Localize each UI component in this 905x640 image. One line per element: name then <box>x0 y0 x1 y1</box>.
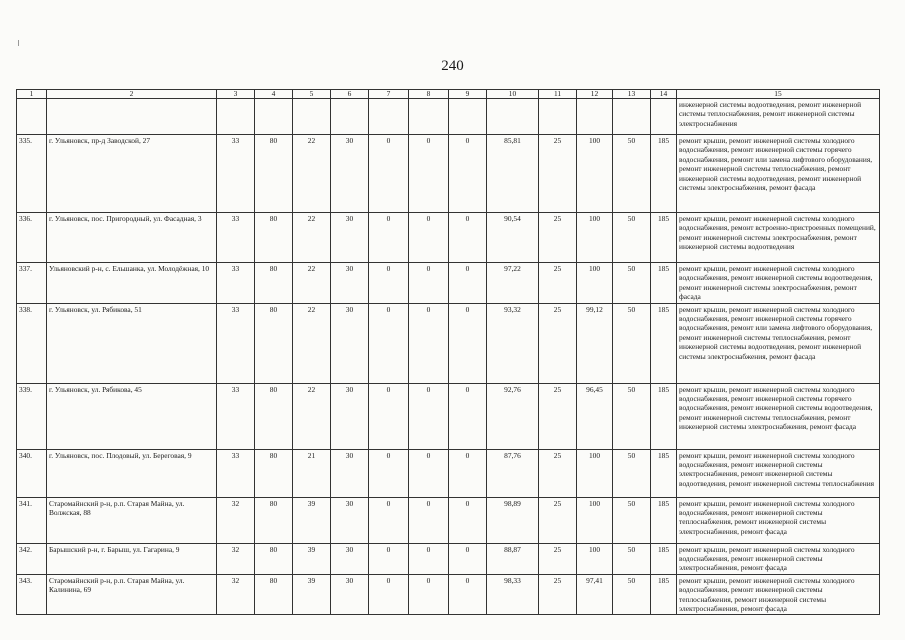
cell-c7: 0 <box>369 213 409 263</box>
continuation-row <box>17 99 880 135</box>
cell-c13: 50 <box>613 574 651 615</box>
cell-c14: 185 <box>651 263 677 304</box>
cell-c10: 98,89 <box>487 497 539 543</box>
cell-c14: 185 <box>651 213 677 263</box>
cell-c5: 21 <box>293 449 331 497</box>
cell-c4: 80 <box>255 213 293 263</box>
work-description: ремонт крыши, ремонт инженерной системы холодного водоснабжения, ремонт инженерной системы теплоснабжения, ремонт инженерной системы электроснабжения, ремонт фасада <box>677 574 880 615</box>
cell-empty <box>369 99 409 135</box>
work-description: ремонт крыши, ремонт инженерной системы холодного водоснабжения, ремонт инженерной системы горячего водоснабжения, ремонт или замена лифтового оборудования, ремонт инженерной системы теплоснабжения, ремонт инженерной системы водоотведения, ремонт инженерной системы электроснабжения, ремонт фасада <box>677 303 880 383</box>
cell-c3: 33 <box>217 383 255 449</box>
cell-c3: 32 <box>217 497 255 543</box>
cell-c12: 97,41 <box>577 574 613 615</box>
cell-c6: 30 <box>331 543 369 574</box>
cell-c6: 30 <box>331 497 369 543</box>
cell-empty <box>577 99 613 135</box>
row-number: 335. <box>17 135 47 213</box>
cell-c3: 33 <box>217 213 255 263</box>
column-number-11: 11 <box>539 90 577 99</box>
cell-c3: 32 <box>217 574 255 615</box>
address: Старомайнский р-н, р.п. Старая Майна, ул. Калинина, 69 <box>47 574 217 615</box>
cell-c9: 0 <box>449 135 487 213</box>
cell-c13: 50 <box>613 135 651 213</box>
cell-c12: 100 <box>577 213 613 263</box>
cell-c13: 50 <box>613 303 651 383</box>
cell-c8: 0 <box>409 383 449 449</box>
cell-c7: 0 <box>369 383 409 449</box>
cell-empty <box>47 99 217 135</box>
cell-c7: 0 <box>369 263 409 304</box>
cell-c4: 80 <box>255 303 293 383</box>
table-row <box>17 135 880 213</box>
cell-empty <box>409 99 449 135</box>
cell-c10: 87,76 <box>487 449 539 497</box>
cell-c3: 33 <box>217 449 255 497</box>
cell-c6: 30 <box>331 135 369 213</box>
cell-c8: 0 <box>409 263 449 304</box>
cell-c7: 0 <box>369 543 409 574</box>
cell-c9: 0 <box>449 263 487 304</box>
cell-c4: 80 <box>255 135 293 213</box>
work-description: ремонт крыши, ремонт инженерной системы холодного водоснабжения, ремонт инженерной системы водоотведения, ремонт инженерной системы электроснабжения, ремонт фасада <box>677 263 880 304</box>
column-number-8: 8 <box>409 90 449 99</box>
cell-c12: 100 <box>577 135 613 213</box>
cell-empty <box>255 99 293 135</box>
cell-c13: 50 <box>613 497 651 543</box>
address: Барышский р-н, г. Барыш, ул. Гагарина, 9 <box>47 543 217 574</box>
column-number-3: 3 <box>217 90 255 99</box>
column-number-7: 7 <box>369 90 409 99</box>
cell-c13: 50 <box>613 449 651 497</box>
cell-c8: 0 <box>409 135 449 213</box>
cell-empty <box>539 99 577 135</box>
table-row <box>17 543 880 574</box>
row-number: 340. <box>17 449 47 497</box>
row-number: 337. <box>17 263 47 304</box>
cell-c5: 39 <box>293 543 331 574</box>
cell-c9: 0 <box>449 497 487 543</box>
cell-c9: 0 <box>449 449 487 497</box>
column-number-15: 15 <box>677 90 880 99</box>
cell-c9: 0 <box>449 213 487 263</box>
cell-empty <box>293 99 331 135</box>
cell-c8: 0 <box>409 574 449 615</box>
cell-c11: 25 <box>539 213 577 263</box>
cell-c6: 30 <box>331 213 369 263</box>
cell-c12: 100 <box>577 497 613 543</box>
address: г. Ульяновск, пр-д Заводской, 27 <box>47 135 217 213</box>
cell-c10: 88,87 <box>487 543 539 574</box>
cell-c12: 99,12 <box>577 303 613 383</box>
cell-c10: 97,22 <box>487 263 539 304</box>
cell-c13: 50 <box>613 383 651 449</box>
cell-empty <box>17 99 47 135</box>
address: г. Ульяновск, пос. Плодовый, ул. Береговая, 9 <box>47 449 217 497</box>
cell-c11: 25 <box>539 383 577 449</box>
cell-c4: 80 <box>255 574 293 615</box>
address: Старомайнский р-н, р.п. Старая Майна, ул. Волжская, 88 <box>47 497 217 543</box>
work-description: ремонт крыши, ремонт инженерной системы холодного водоснабжения, ремонт инженерной системы теплоснабжения, ремонт инженерной системы электроснабжения, ремонт фасада <box>677 497 880 543</box>
cell-c14: 185 <box>651 497 677 543</box>
cell-empty <box>487 99 539 135</box>
work-description: ремонт крыши, ремонт инженерной системы холодного водоснабжения, ремонт инженерной системы горячего водоснабжения, ремонт или замена лифтового оборудования, ремонт инженерной системы теплоснабжения, ремонт инженерной системы водоотведения, ремонт инженерной системы электроснабжения, ремонт фасада <box>677 135 880 213</box>
cell-c3: 33 <box>217 135 255 213</box>
cell-c6: 30 <box>331 263 369 304</box>
cell-c5: 22 <box>293 303 331 383</box>
cell-c11: 25 <box>539 263 577 304</box>
cell-c5: 39 <box>293 497 331 543</box>
row-number: 336. <box>17 213 47 263</box>
column-number-4: 4 <box>255 90 293 99</box>
cell-c10: 93,32 <box>487 303 539 383</box>
cell-c9: 0 <box>449 543 487 574</box>
cell-c14: 185 <box>651 383 677 449</box>
page-number: 240 <box>441 58 464 74</box>
cell-c8: 0 <box>409 449 449 497</box>
cell-c6: 30 <box>331 449 369 497</box>
cell-c9: 0 <box>449 383 487 449</box>
repair-program-table <box>16 89 880 615</box>
table-row <box>17 303 880 383</box>
column-number-12: 12 <box>577 90 613 99</box>
cell-empty <box>449 99 487 135</box>
address: г. Ульяновск, пос. Пригородный, ул. Фасадная, 3 <box>47 213 217 263</box>
cell-c14: 185 <box>651 543 677 574</box>
cell-c8: 0 <box>409 497 449 543</box>
cell-c5: 22 <box>293 263 331 304</box>
table-row <box>17 574 880 615</box>
cell-c6: 30 <box>331 303 369 383</box>
table-row <box>17 263 880 304</box>
cell-c14: 185 <box>651 449 677 497</box>
cell-c14: 185 <box>651 574 677 615</box>
cell-c10: 85,81 <box>487 135 539 213</box>
column-number-14: 14 <box>651 90 677 99</box>
column-number-13: 13 <box>613 90 651 99</box>
cell-c5: 22 <box>293 213 331 263</box>
table-body <box>17 99 880 615</box>
work-description: ремонт крыши, ремонт инженерной системы холодного водоснабжения, ремонт инженерной системы электроснабжения, ремонт фасада <box>677 543 880 574</box>
column-number-2: 2 <box>47 90 217 99</box>
cell-c11: 25 <box>539 497 577 543</box>
cell-c4: 80 <box>255 449 293 497</box>
cell-c6: 30 <box>331 574 369 615</box>
cell-c7: 0 <box>369 574 409 615</box>
scan-artifact <box>18 40 19 46</box>
table-row <box>17 449 880 497</box>
cell-c13: 50 <box>613 543 651 574</box>
cell-c11: 25 <box>539 543 577 574</box>
address: г. Ульяновск, ул. Рябикова, 51 <box>47 303 217 383</box>
cell-c4: 80 <box>255 543 293 574</box>
cell-c6: 30 <box>331 383 369 449</box>
table-row <box>17 383 880 449</box>
address: Ульяновский р-н, с. Ельшанка, ул. Молодёжная, 10 <box>47 263 217 304</box>
row-number: 343. <box>17 574 47 615</box>
cell-c5: 22 <box>293 383 331 449</box>
work-description: инженерной системы водоотведения, ремонт инженерной системы теплоснабжения, ремонт инженерной системы электроснабжения <box>677 99 880 135</box>
row-number: 339. <box>17 383 47 449</box>
cell-c10: 98,33 <box>487 574 539 615</box>
cell-c10: 92,76 <box>487 383 539 449</box>
cell-empty <box>217 99 255 135</box>
address: г. Ульяновск, ул. Рябикова, 45 <box>47 383 217 449</box>
cell-c8: 0 <box>409 303 449 383</box>
cell-c12: 100 <box>577 263 613 304</box>
cell-c4: 80 <box>255 497 293 543</box>
cell-c4: 80 <box>255 383 293 449</box>
work-description: ремонт крыши, ремонт инженерной системы холодного водоснабжения, ремонт встроенно-пристроенных помещений, ремонт инженерной системы электроснабжения, ремонт инженерной системы водоотведения <box>677 213 880 263</box>
cell-c13: 50 <box>613 263 651 304</box>
cell-c11: 25 <box>539 303 577 383</box>
cell-c5: 39 <box>293 574 331 615</box>
cell-c14: 185 <box>651 135 677 213</box>
column-number-1: 1 <box>17 90 47 99</box>
work-description: ремонт крыши, ремонт инженерной системы холодного водоснабжения, ремонт инженерной системы горячего водоснабжения, ремонт инженерной системы водоотведения, ремонт инженерной системы теплоснабжения, ремонт инженерной системы электроснабжения, ремонт фасада <box>677 383 880 449</box>
cell-empty <box>651 99 677 135</box>
cell-c11: 25 <box>539 135 577 213</box>
cell-c3: 32 <box>217 543 255 574</box>
cell-c10: 90,54 <box>487 213 539 263</box>
cell-empty <box>331 99 369 135</box>
cell-c7: 0 <box>369 135 409 213</box>
cell-c14: 185 <box>651 303 677 383</box>
cell-c7: 0 <box>369 497 409 543</box>
cell-empty <box>613 99 651 135</box>
cell-c3: 33 <box>217 303 255 383</box>
cell-c8: 0 <box>409 213 449 263</box>
cell-c11: 25 <box>539 449 577 497</box>
cell-c9: 0 <box>449 574 487 615</box>
cell-c9: 0 <box>449 303 487 383</box>
cell-c13: 50 <box>613 213 651 263</box>
cell-c11: 25 <box>539 574 577 615</box>
row-number: 342. <box>17 543 47 574</box>
table-row <box>17 213 880 263</box>
cell-c5: 22 <box>293 135 331 213</box>
row-number: 338. <box>17 303 47 383</box>
cell-c8: 0 <box>409 543 449 574</box>
cell-c3: 33 <box>217 263 255 304</box>
column-number-9: 9 <box>449 90 487 99</box>
row-number: 341. <box>17 497 47 543</box>
cell-c7: 0 <box>369 449 409 497</box>
table-row <box>17 497 880 543</box>
column-number-5: 5 <box>293 90 331 99</box>
work-description: ремонт крыши, ремонт инженерной системы холодного водоснабжения, ремонт инженерной системы электроснабжения, ремонт инженерной системы водоотведения, ремонт инженерной системы теплоснабжения <box>677 449 880 497</box>
cell-c4: 80 <box>255 263 293 304</box>
column-number-10: 10 <box>487 90 539 99</box>
column-number-row <box>17 90 880 99</box>
cell-c12: 100 <box>577 543 613 574</box>
cell-c7: 0 <box>369 303 409 383</box>
column-number-6: 6 <box>331 90 369 99</box>
cell-c12: 100 <box>577 449 613 497</box>
cell-c12: 96,45 <box>577 383 613 449</box>
